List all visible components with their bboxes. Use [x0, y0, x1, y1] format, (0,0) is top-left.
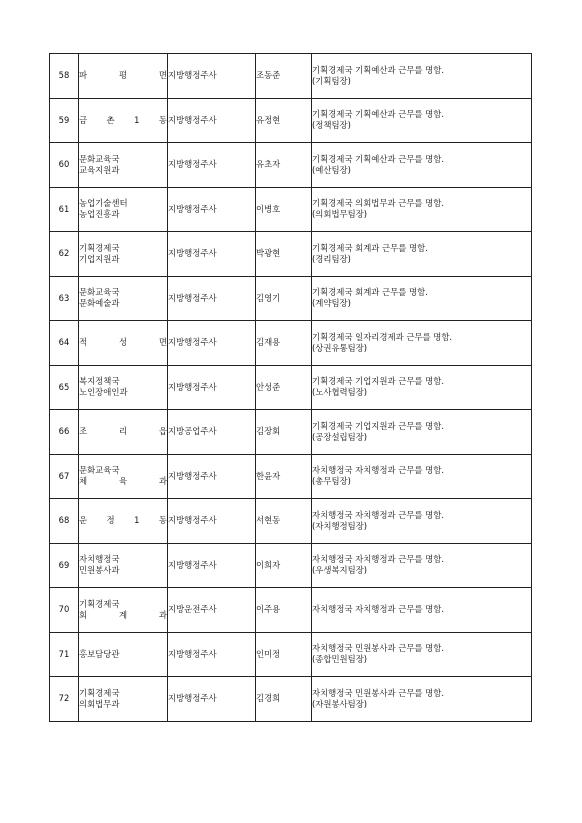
current-department [79, 543, 168, 588]
person-name: 이병호 [256, 187, 312, 232]
assignment-title: (자원봉사팀장) [312, 698, 368, 709]
department-line: 체 육 과 [79, 476, 167, 487]
row-number: 67 [50, 454, 79, 499]
table-row [50, 187, 532, 232]
person-name: 김영기 [256, 276, 312, 321]
personnel-table-body [50, 54, 532, 722]
position-grade: 지방행정주사 [168, 276, 256, 321]
department-line: 노인장애인과 [79, 387, 128, 398]
assignment-text: 자치행정국 민원봉사과 근무를 명함. [312, 687, 445, 698]
assignment-title: (계약팀장) [312, 298, 351, 309]
row-number: 65 [50, 365, 79, 410]
department-line: 금 촌 1 동 [79, 114, 167, 125]
person-name: 박광현 [256, 232, 312, 277]
position-grade: 지방행정주사 [168, 98, 256, 143]
assignment-text: 자치행정국 자치행정과 근무를 명함. [312, 465, 445, 476]
table-row [50, 232, 532, 277]
current-department [79, 632, 168, 677]
table-row [50, 98, 532, 143]
department-line: 운 정 1 동 [79, 515, 167, 526]
assignment-title: (정책팀장) [312, 120, 351, 131]
assignment-remark [312, 143, 532, 188]
assignment-text: 기획경제국 기업지원과 근무를 명함. [312, 376, 445, 387]
assignment-remark [312, 410, 532, 455]
assignment-title: (의회법무팀장) [312, 209, 368, 220]
person-name: 한윤자 [256, 454, 312, 499]
current-department [79, 410, 168, 455]
assignment-title: (우생복지팀장) [312, 565, 368, 576]
table-row [50, 365, 532, 410]
table-row [50, 454, 532, 499]
assignment-text: 기획경제국 회계과 근무를 명함. [312, 242, 428, 253]
department-line: 문화교육국 [79, 465, 120, 476]
assignment-remark [312, 499, 532, 544]
personnel-table [49, 53, 532, 722]
department-line: 기획경제국 [79, 242, 120, 253]
department-line: 홍보담당관 [79, 648, 120, 659]
table-row [50, 276, 532, 321]
assignment-title: (자치행정팀장) [312, 520, 368, 531]
row-number: 66 [50, 410, 79, 455]
position-grade: 지방행정주사 [168, 499, 256, 544]
position-grade: 지방행정주사 [168, 677, 256, 722]
department-line: 기획경제국 [79, 687, 120, 698]
assignment-title: (상권유통팀장) [312, 342, 368, 353]
assignment-text: 자치행정국 자치행정과 근무를 명함. [312, 554, 445, 565]
assignment-text: 기획경제국 기획예산과 근무를 명함. [312, 153, 445, 164]
person-name: 인미정 [256, 632, 312, 677]
row-number: 58 [50, 54, 79, 99]
position-grade: 지방행정주사 [168, 54, 256, 99]
position-grade: 지방행정주사 [168, 232, 256, 277]
department-line: 기업지원과 [79, 253, 120, 264]
assignment-text: 기획경제국 기획예산과 근무를 명함. [312, 109, 445, 120]
department-line: 민원봉사과 [79, 565, 120, 576]
person-name: 이희자 [256, 543, 312, 588]
person-name: 김경희 [256, 677, 312, 722]
department-line: 교육지원과 [79, 164, 120, 175]
department-line: 기획경제국 [79, 598, 120, 609]
department-line: 회 계 과 [79, 609, 167, 620]
assignment-remark [312, 588, 532, 633]
assignment-text: 기획경제국 기획예산과 근무를 명함. [312, 64, 445, 75]
current-department [79, 143, 168, 188]
table-row [50, 410, 532, 455]
assignment-text: 기획경제국 회계과 근무를 명함. [312, 287, 428, 298]
position-grade: 지방행정주사 [168, 543, 256, 588]
department-line: 자치행정국 [79, 554, 120, 565]
assignment-text: 자치행정국 민원봉사과 근무를 명함. [312, 643, 445, 654]
table-row [50, 677, 532, 722]
assignment-remark [312, 187, 532, 232]
current-department [79, 98, 168, 143]
assignment-title: (총무팀장) [312, 476, 351, 487]
current-department [79, 276, 168, 321]
person-name: 이주용 [256, 588, 312, 633]
position-grade: 지방공업주사 [168, 410, 256, 455]
person-name: 서현동 [256, 499, 312, 544]
table-row [50, 321, 532, 366]
row-number: 59 [50, 98, 79, 143]
person-name: 안성준 [256, 365, 312, 410]
row-number: 62 [50, 232, 79, 277]
assignment-text: 자치행정국 자치행정과 근무를 명함. [312, 604, 445, 615]
assignment-text: 기획경제국 기업지원과 근무를 명함. [312, 420, 445, 431]
position-grade: 지방행정주사 [168, 187, 256, 232]
row-number: 72 [50, 677, 79, 722]
assignment-text: 자치행정국 자치행정과 근무를 명함. [312, 509, 445, 520]
assignment-remark [312, 98, 532, 143]
current-department [79, 499, 168, 544]
table-row [50, 499, 532, 544]
assignment-text: 기획경제국 일자리경제과 근무를 명함. [312, 331, 453, 342]
current-department [79, 588, 168, 633]
position-grade: 지방행정주사 [168, 143, 256, 188]
department-line: 조 리 읍 [79, 426, 167, 437]
current-department [79, 187, 168, 232]
department-line: 농업진흥과 [79, 209, 120, 220]
assignment-remark [312, 543, 532, 588]
current-department [79, 54, 168, 99]
assignment-remark [312, 276, 532, 321]
assignment-remark [312, 54, 532, 99]
assignment-remark [312, 454, 532, 499]
assignment-remark [312, 321, 532, 366]
row-number: 61 [50, 187, 79, 232]
row-number: 70 [50, 588, 79, 633]
table-row [50, 143, 532, 188]
person-name: 조동준 [256, 54, 312, 99]
row-number: 69 [50, 543, 79, 588]
assignment-remark [312, 677, 532, 722]
person-name: 유초자 [256, 143, 312, 188]
current-department [79, 321, 168, 366]
department-line: 파 평 면 [79, 70, 167, 81]
department-line: 문화예술과 [79, 298, 120, 309]
current-department [79, 365, 168, 410]
table-row [50, 588, 532, 633]
position-grade: 지방행정주사 [168, 632, 256, 677]
department-line: 적 성 면 [79, 337, 167, 348]
person-name: 김장회 [256, 410, 312, 455]
assignment-title: (노사협력팀장) [312, 387, 368, 398]
current-department [79, 232, 168, 277]
row-number: 60 [50, 143, 79, 188]
position-grade: 지방운전주사 [168, 588, 256, 633]
assignment-title: (경리팀장) [312, 253, 351, 264]
assignment-title: (종합민원팀장) [312, 654, 368, 665]
position-grade: 지방행정주사 [168, 365, 256, 410]
person-name: 유정현 [256, 98, 312, 143]
assignment-title: (기획팀장) [312, 75, 351, 86]
position-grade: 지방행정주사 [168, 321, 256, 366]
row-number: 64 [50, 321, 79, 366]
position-grade: 지방행정주사 [168, 454, 256, 499]
person-name: 김재용 [256, 321, 312, 366]
current-department [79, 677, 168, 722]
row-number: 63 [50, 276, 79, 321]
assignment-remark [312, 632, 532, 677]
row-number: 68 [50, 499, 79, 544]
table-row [50, 543, 532, 588]
table-row [50, 632, 532, 677]
assignment-text: 기획경제국 의회법무과 근무를 명함. [312, 198, 445, 209]
department-line: 의회법무과 [79, 698, 120, 709]
department-line: 문화교육국 [79, 153, 120, 164]
row-number: 71 [50, 632, 79, 677]
assignment-remark [312, 232, 532, 277]
assignment-title: (공장설립팀장) [312, 431, 368, 442]
department-line: 복지정책국 [79, 376, 120, 387]
table-row [50, 54, 532, 99]
department-line: 농업기술센터 [79, 198, 128, 209]
department-line: 문화교육국 [79, 287, 120, 298]
current-department [79, 454, 168, 499]
assignment-title: (예산팀장) [312, 164, 351, 175]
assignment-remark [312, 365, 532, 410]
